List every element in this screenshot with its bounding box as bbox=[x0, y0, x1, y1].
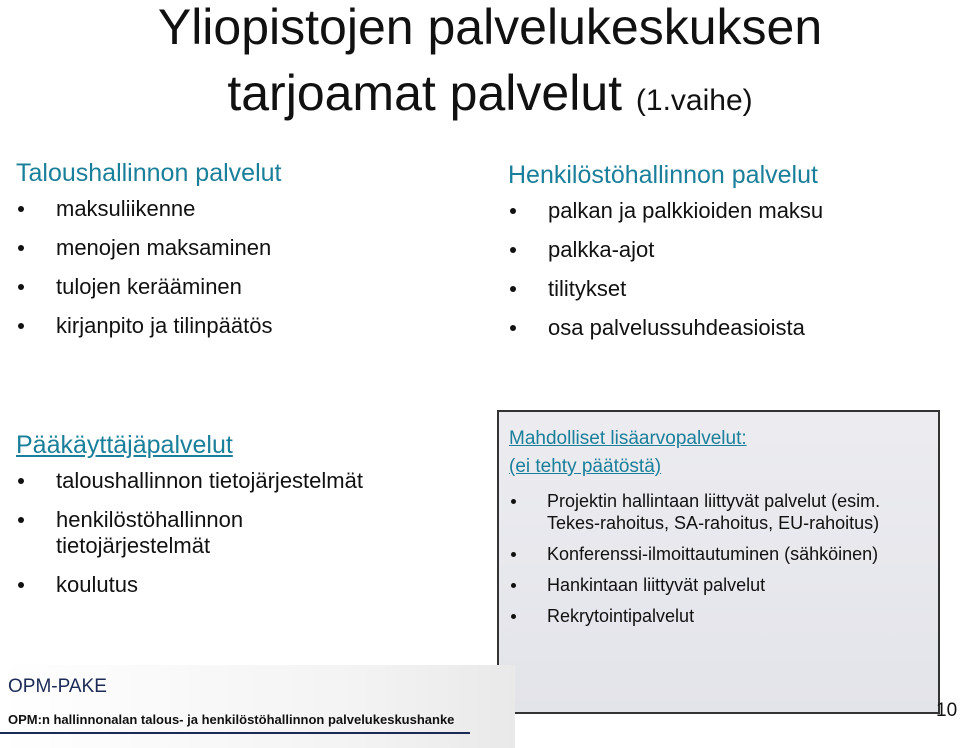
finance-section bbox=[16, 158, 281, 352]
page-number: 10 bbox=[936, 700, 958, 721]
extra-services-box bbox=[497, 410, 940, 714]
list-item: palkan ja palkkioiden maksu bbox=[508, 198, 823, 224]
bullet-icon bbox=[511, 499, 516, 504]
extra-list bbox=[509, 490, 928, 627]
title-line-2 bbox=[40, 60, 940, 134]
list-item: koulutus bbox=[16, 572, 456, 598]
list-item: henkilöstöhallinnon tietojärjestelmät bbox=[16, 507, 306, 559]
slide-title bbox=[40, 0, 940, 134]
hr-section bbox=[508, 160, 823, 354]
list-item: menojen maksaminen bbox=[16, 235, 281, 261]
list-item: kirjanpito ja tilinpäätös bbox=[16, 313, 281, 339]
finance-heading: Taloushallinnon palvelut bbox=[16, 159, 282, 187]
bullet-icon bbox=[510, 247, 516, 253]
bullet-icon bbox=[18, 284, 24, 290]
title-suffix: (1.vaihe) bbox=[635, 84, 753, 117]
title-main: tarjoamat palvelut bbox=[227, 65, 623, 121]
bullet-icon bbox=[510, 208, 516, 214]
bullet-icon bbox=[511, 552, 516, 557]
list-item: Rekrytointipalvelut bbox=[509, 605, 928, 627]
mainuser-heading: Pääkäyttäjäpalvelut bbox=[16, 431, 233, 459]
list-item: palkka-ajot bbox=[508, 237, 823, 263]
extra-heading: Mahdolliset lisäarvopalvelut: bbox=[509, 428, 747, 449]
mainuser-list bbox=[16, 468, 456, 598]
hr-list bbox=[508, 198, 823, 341]
bullet-icon bbox=[18, 478, 24, 484]
list-item: osa palvelussuhdeasioista bbox=[508, 315, 823, 341]
bullet-icon bbox=[18, 206, 24, 212]
hr-heading: Henkilöstöhallinnon palvelut bbox=[508, 161, 818, 189]
list-item: tilitykset bbox=[508, 276, 823, 302]
list-item: Hankintaan liittyvät palvelut bbox=[509, 574, 928, 596]
mainuser-section bbox=[16, 430, 456, 611]
bullet-icon bbox=[511, 583, 516, 588]
footer-divider bbox=[0, 732, 470, 734]
finance-list bbox=[16, 196, 281, 339]
bullet-icon bbox=[18, 323, 24, 329]
list-item: Konferenssi-ilmoittautuminen (sähköinen) bbox=[509, 543, 928, 565]
footer-text: OPM:n hallinnonalan talous- ja henkilöstöhallinnon palvelukeskushanke bbox=[8, 712, 455, 727]
title-line-1: Yliopistojen palvelukeskuksen bbox=[157, 0, 823, 55]
bullet-icon bbox=[510, 286, 516, 292]
bullet-icon bbox=[510, 325, 516, 331]
bullet-icon bbox=[18, 245, 24, 251]
logo: OPM-PAKE bbox=[8, 676, 107, 697]
list-item: maksuliikenne bbox=[16, 196, 281, 222]
bullet-icon bbox=[18, 582, 24, 588]
bullet-icon bbox=[511, 614, 516, 619]
list-item: taloushallinnon tietojärjestelmät bbox=[16, 468, 456, 494]
extra-subheading: (ei tehty päätöstä) bbox=[509, 456, 662, 477]
list-item: Projektin hallintaan liittyvät palvelut (esim. Tekes-rahoitus, SA-rahoitus, EU-rahoitus) bbox=[509, 490, 928, 534]
list-item: tulojen kerääminen bbox=[16, 274, 281, 300]
bullet-icon bbox=[18, 517, 24, 523]
